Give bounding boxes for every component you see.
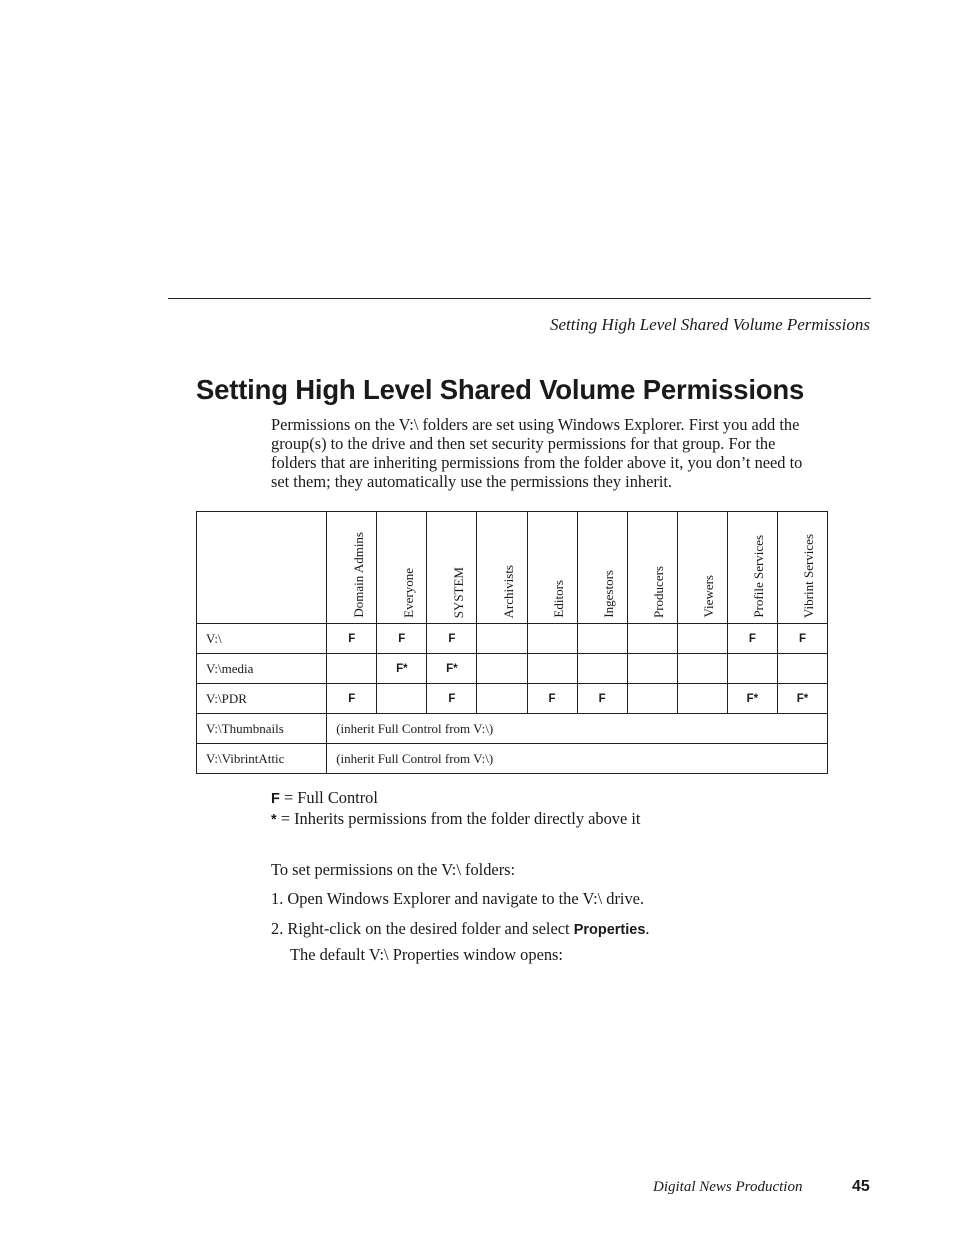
permission-cell: F [427,624,477,654]
permission-cell [727,654,777,684]
permission-cell [477,684,527,714]
permission-cell [777,654,827,684]
step-2-note: The default V:\ Properties window opens: [290,945,563,964]
intro-paragraph: Permissions on the V:\ folders are set using Windows Explorer. First you add the group(s) to the drive and then set security permissions for that group. For the folders that are inheriting permissions from the folder above it, you don’t need to set them; they automatically use the permissions they inherit. [271,415,803,491]
column-header [577,512,627,624]
permission-cell: F [777,624,827,654]
step-2-suffix: . [645,919,650,938]
inherit-note-cell: (inherit Full Control from V:\) [327,744,828,774]
legend-line-full-control [271,788,640,809]
column-header-label: Vibrint Services [801,533,817,618]
column-header-label: Editors [551,580,567,618]
permission-cell: F* [777,684,827,714]
permission-cell: F [427,684,477,714]
column-header [777,512,827,624]
permissions-table [196,511,828,774]
permission-cell: F [327,624,377,654]
column-header [627,512,677,624]
running-head: Setting High Level Shared Volume Permissions [550,315,870,334]
permission-cell: F* [727,684,777,714]
row-folder-label: V:\media [197,654,327,684]
table-row [197,744,828,774]
row-folder-label: V:\ [197,624,327,654]
column-header-label: SYSTEM [450,566,466,618]
row-folder-label: V:\Thumbnails [197,714,327,744]
legend-key-f: F [271,791,280,807]
column-header [527,512,577,624]
permission-cell [577,654,627,684]
row-folder-label: V:\PDR [197,684,327,714]
permission-cell [477,624,527,654]
permission-cell [477,654,527,684]
legend-text-star: = Inherits permissions from the folder directly above it [276,809,641,828]
table-row [197,654,828,684]
permission-cell: F [577,684,627,714]
permission-cell: F* [377,654,427,684]
column-header [327,512,377,624]
permission-cell: F [527,684,577,714]
footer-book-title: Digital News Production [653,1179,803,1195]
permission-cell: F [377,624,427,654]
page-number: 45 [852,1178,870,1195]
column-header-label: Ingestors [601,570,617,618]
step-2 [271,919,650,939]
table-corner-cell [197,512,327,624]
legend-key-star: * [271,812,277,828]
steps-intro: To set permissions on the V:\ folders: [271,860,516,879]
column-header [477,512,527,624]
step-1: 1. Open Windows Explorer and navigate to the V:\ drive. [271,889,645,908]
permission-cell [677,654,727,684]
permission-cell [527,624,577,654]
column-header-label: Producers [651,566,667,618]
header-rule [168,298,871,299]
column-header [427,512,477,624]
permission-cell [377,684,427,714]
legend-line-inherits [271,809,640,830]
table-row [197,684,828,714]
legend-text-f: = Full Control [279,788,378,807]
inherit-note-cell: (inherit Full Control from V:\) [327,714,828,744]
column-header-label: Viewers [701,575,717,618]
legend [271,788,640,830]
permission-cell [627,654,677,684]
column-header [727,512,777,624]
permission-cell: F [327,684,377,714]
permission-cell [677,624,727,654]
permission-cell [627,624,677,654]
column-header-label: Everyone [400,568,416,618]
permission-cell [327,654,377,684]
table-row [197,714,828,744]
step-2-text: 2. Right-click on the desired folder and select [271,919,574,938]
permission-cell [577,624,627,654]
permission-cell: F* [427,654,477,684]
permission-cell [527,654,577,684]
column-header-label: Archivists [500,564,516,618]
permission-cell: F [727,624,777,654]
column-header [677,512,727,624]
permission-cell [627,684,677,714]
column-header [377,512,427,624]
column-header-label: Profile Services [751,535,767,618]
column-header-label: Domain Admins [350,532,366,618]
row-folder-label: V:\VibrintAttic [197,744,327,774]
table-row [197,624,828,654]
permission-cell [677,684,727,714]
table-header-row [197,512,828,624]
properties-ui-label: Properties [573,922,646,938]
section-title: Setting High Level Shared Volume Permissions [196,374,805,405]
